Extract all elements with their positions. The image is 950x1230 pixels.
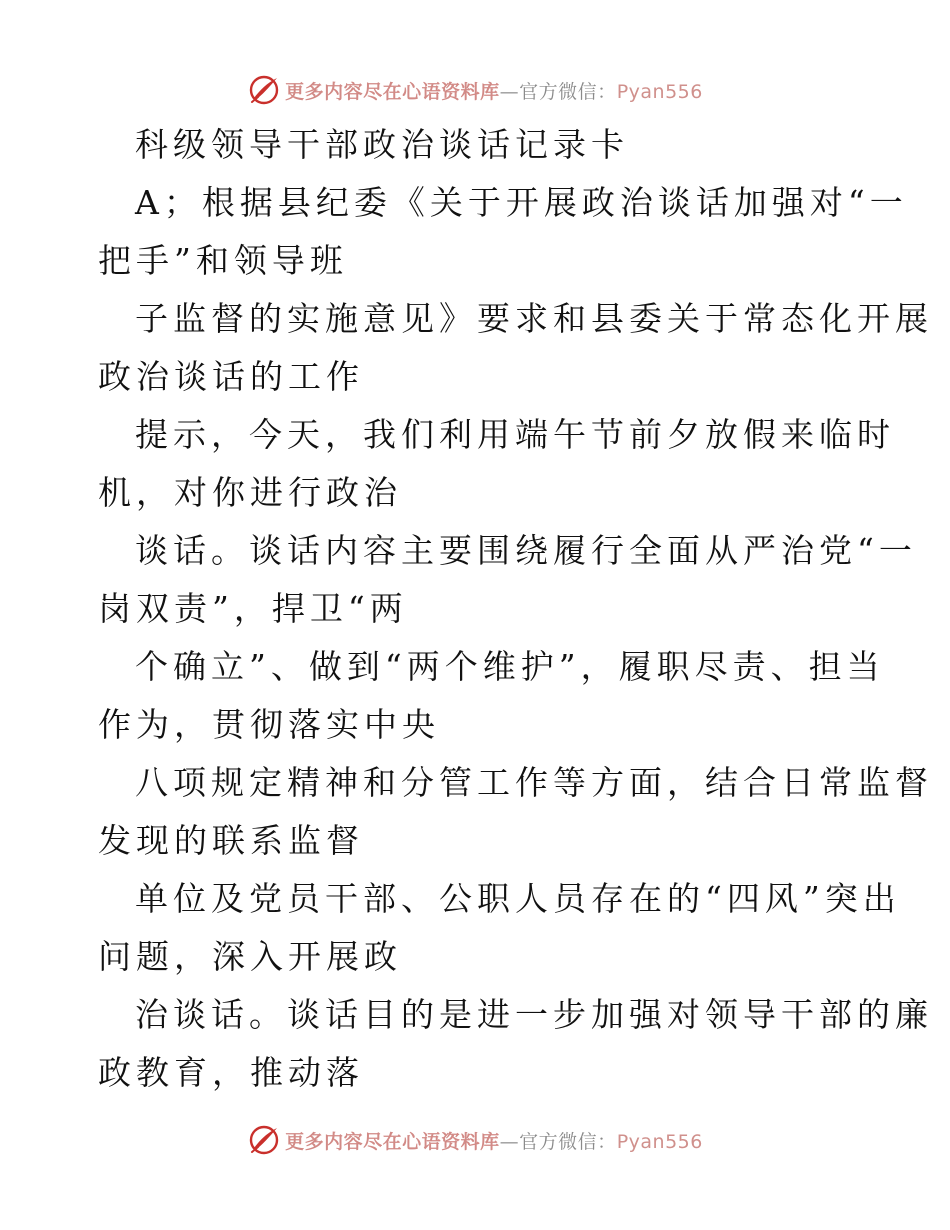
text-line: 谈话。谈话内容主要围绕履行全面从严治党“一 bbox=[135, 531, 917, 570]
document-title: 科级领导干部政治谈话记录卡 bbox=[135, 125, 629, 164]
quill-circle-logo-icon bbox=[247, 1123, 281, 1157]
watermark-lead: 更多内容尽在心语资料库 bbox=[285, 80, 500, 103]
text-line: 政治谈话的工作 bbox=[98, 357, 364, 396]
quill-circle-logo-icon bbox=[247, 73, 281, 107]
watermark-text bbox=[285, 1127, 703, 1154]
text-line: A；根据县纪委《关于开展政治谈话加强对“一 bbox=[135, 183, 908, 222]
text-line: 提示，今天，我们利用端午节前夕放假来临时 bbox=[135, 415, 895, 454]
watermark-separator: — bbox=[499, 80, 520, 103]
text-line: 把手”和领导班 bbox=[98, 241, 348, 280]
text-line: 岗双责”，捍卫“两 bbox=[98, 589, 408, 628]
text-line: 子监督的实施意见》要求和县委关于常态化开展 bbox=[135, 299, 933, 338]
text-line: 八项规定精神和分管工作等方面，结合日常监督 bbox=[135, 763, 933, 802]
watermark-wechat-id: Pyan556 bbox=[616, 80, 703, 103]
text-line: 发现的联系监督 bbox=[98, 821, 364, 860]
text-line: 作为，贯彻落实中央 bbox=[98, 705, 440, 744]
watermark-lead: 更多内容尽在心语资料库 bbox=[285, 1130, 500, 1153]
watermark-wechat-label: 官方微信： bbox=[519, 1130, 617, 1153]
header-watermark-banner bbox=[0, 70, 950, 110]
text-line: 问题，深入开展政 bbox=[98, 937, 402, 976]
text-line: 个确立”、做到“两个维护”，履职尽责、担当 bbox=[135, 647, 885, 686]
footer-watermark-banner bbox=[0, 1120, 950, 1160]
text-line: 政教育，推动落 bbox=[98, 1053, 364, 1092]
watermark-wechat-label: 官方微信： bbox=[519, 80, 617, 103]
watermark-text bbox=[285, 77, 703, 104]
watermark-separator: — bbox=[499, 1130, 520, 1153]
text-line: 治谈话。谈话目的是进一步加强对领导干部的廉 bbox=[135, 995, 933, 1034]
watermark-wechat-id: Pyan556 bbox=[616, 1130, 703, 1153]
text-line: 机，对你进行政治 bbox=[98, 473, 402, 512]
text-line: 单位及党员干部、公职人员存在的“四风”突出 bbox=[135, 879, 901, 918]
document-body bbox=[98, 116, 933, 1102]
